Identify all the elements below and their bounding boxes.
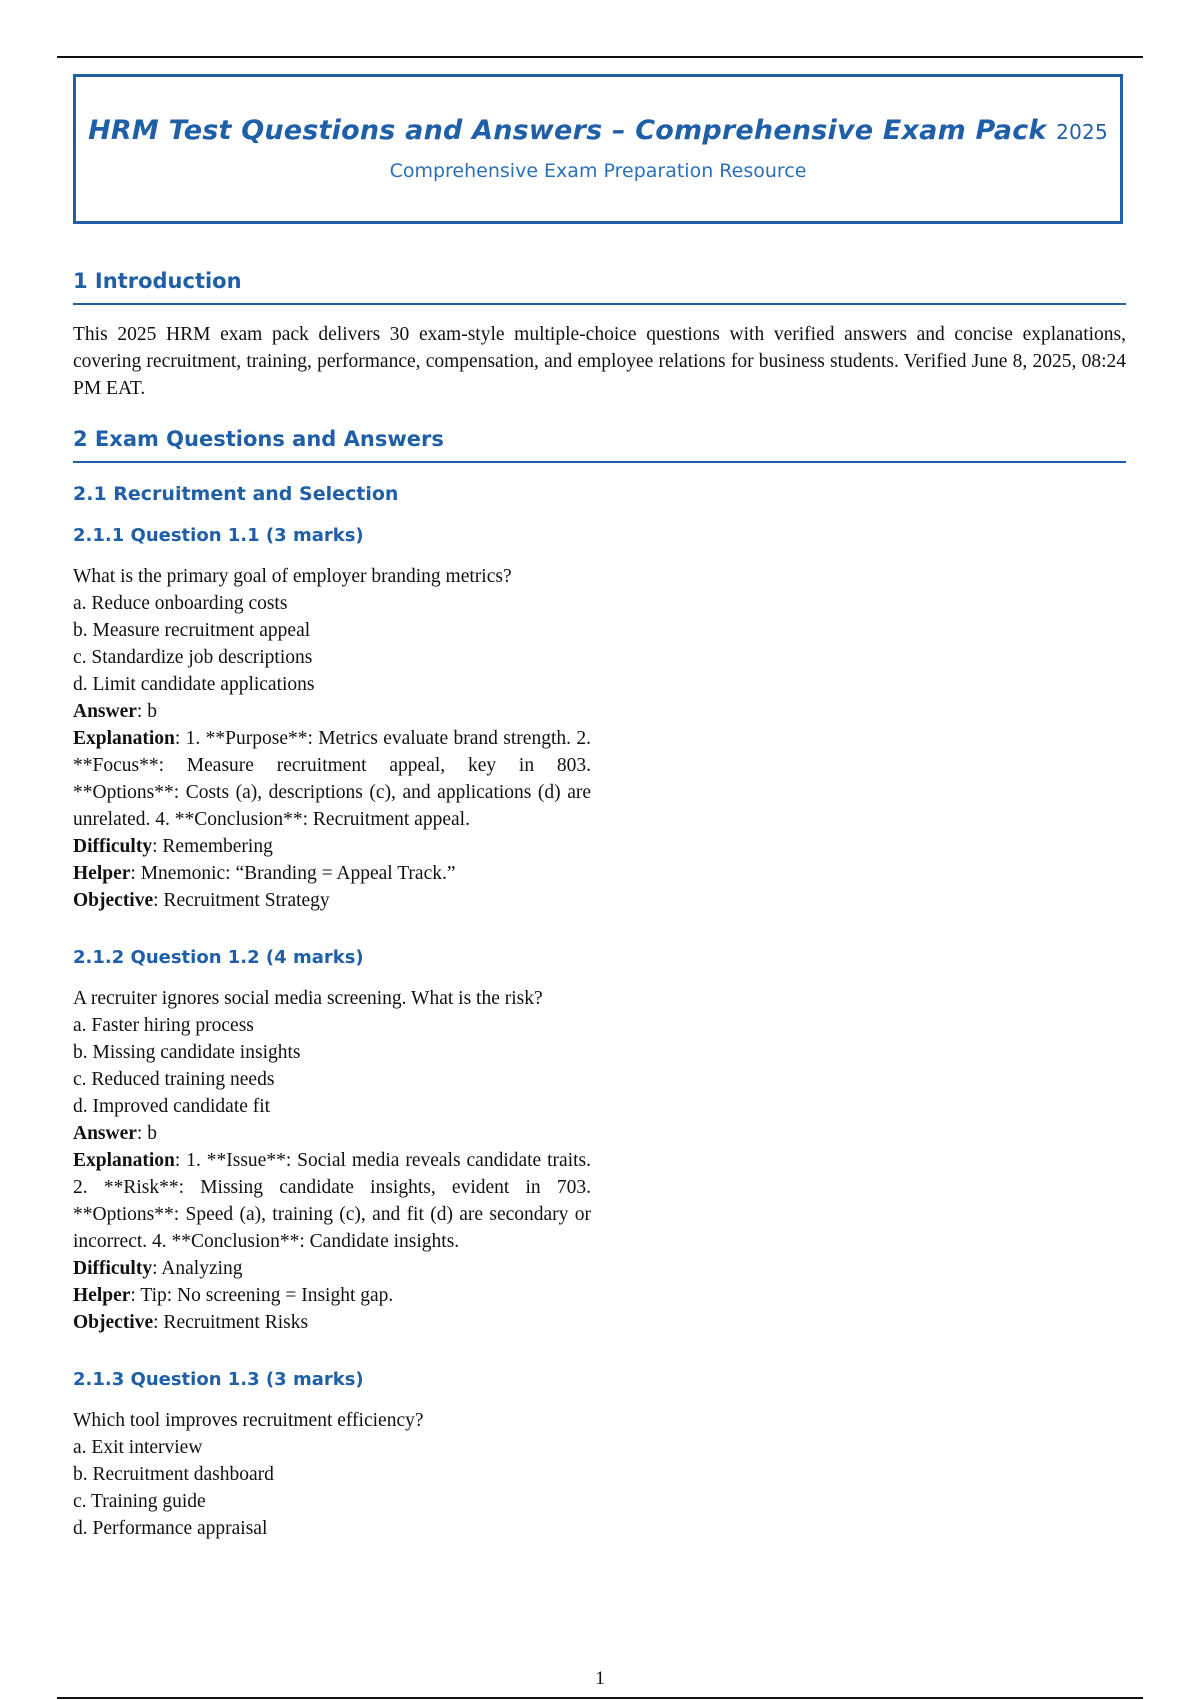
title-year: 2025 <box>1056 120 1108 144</box>
helper-value: : Mnemonic: “Branding = Appeal Track.” <box>130 863 456 884</box>
difficulty-label: Difficulty <box>73 1258 153 1279</box>
top-rule <box>57 56 1143 58</box>
answer-line <box>73 1120 591 1147</box>
option-d: d. Improved candidate fit <box>73 1096 271 1117</box>
question-block-1-3 <box>73 1407 591 1542</box>
explanation-line <box>73 725 591 833</box>
question-block-1-2 <box>73 985 591 1336</box>
page-number: 1 <box>595 1668 605 1689</box>
difficulty-line <box>73 833 591 860</box>
explanation-line <box>73 1147 591 1255</box>
intro-paragraph: This 2025 HRM exam pack delivers 30 exam-style multiple-choice questions with verified answers and concise explanations, covering recruitment, training, performance, compensation, and employee relations for business students. Verified June 8, 2025, 08:24 PM EAT. <box>73 324 1126 399</box>
difficulty-label: Difficulty <box>73 836 153 857</box>
bottom-rule <box>57 1697 1143 1699</box>
document-content <box>73 268 1126 1572</box>
document-title <box>76 115 1120 146</box>
helper-value: : Tip: No screening = Insight gap. <box>130 1285 394 1306</box>
answer-label: Answer <box>73 1123 137 1144</box>
objective-line <box>73 887 591 914</box>
answer-label: Answer <box>73 701 137 722</box>
question-text: A recruiter ignores social media screening. What is the risk? <box>73 988 543 1009</box>
option-a: a. Exit interview <box>73 1437 203 1458</box>
title-text: HRM Test Questions and Answers – Comprehensive Exam Pack <box>88 115 1047 146</box>
explanation-label: Explanation <box>73 1150 175 1171</box>
option-a: a. Reduce onboarding costs <box>73 593 288 614</box>
helper-line <box>73 1282 591 1309</box>
helper-line <box>73 860 591 887</box>
question-text: What is the primary goal of employer branding metrics? <box>73 566 512 587</box>
answer-value: : b <box>136 1123 157 1144</box>
helper-label: Helper <box>73 863 131 884</box>
option-c: c. Reduced training needs <box>73 1069 275 1090</box>
title-box <box>73 74 1123 224</box>
section-heading-introduction: 1 Introduction <box>73 268 1126 305</box>
answer-line <box>73 698 591 725</box>
question-text: Which tool improves recruitment efficiency? <box>73 1410 424 1431</box>
document-subtitle: Comprehensive Exam Preparation Resource <box>389 160 807 182</box>
option-c: c. Standardize job descriptions <box>73 647 313 668</box>
subsection-heading-recruitment: 2.1 Recruitment and Selection <box>73 483 399 505</box>
objective-label: Objective <box>73 1312 154 1333</box>
option-d: d. Performance appraisal <box>73 1518 268 1539</box>
explanation-value: : 1. **Issue**: Social media reveals candidate traits. 2. **Risk**: Missing candidate insights, evident in 703. **Options**: Speed (a), training (c), and fit (d) are secondary or incorrect. 4. **Conclusion**: Candidate insights. <box>73 1150 591 1252</box>
option-b: b. Missing candidate insights <box>73 1042 301 1063</box>
question-block-1-1 <box>73 563 591 914</box>
option-d: d. Limit candidate applications <box>73 674 315 695</box>
question-heading-1-2: 2.1.2 Question 1.2 (4 marks) <box>73 947 364 968</box>
option-b: b. Measure recruitment appeal <box>73 620 311 641</box>
question-heading-1-3: 2.1.3 Question 1.3 (3 marks) <box>73 1369 364 1390</box>
objective-line <box>73 1309 591 1336</box>
objective-label: Objective <box>73 890 154 911</box>
option-b: b. Recruitment dashboard <box>73 1464 274 1485</box>
objective-value: : Recruitment Risks <box>153 1312 309 1333</box>
answer-value: : b <box>136 701 157 722</box>
section-heading-exam: 2 Exam Questions and Answers <box>73 426 1126 463</box>
helper-label: Helper <box>73 1285 131 1306</box>
objective-value: : Recruitment Strategy <box>153 890 330 911</box>
question-heading-1-1: 2.1.1 Question 1.1 (3 marks) <box>73 525 364 546</box>
difficulty-value: : Remembering <box>152 836 273 857</box>
explanation-value: : 1. **Purpose**: Metrics evaluate brand strength. 2. **Focus**: Measure recruitment appeal, key in 803. **Options**: Costs (a), descriptions (c), and applications (d) are unrelated. 4. **Conclusion**: Recruitment appeal. <box>73 728 591 830</box>
explanation-label: Explanation <box>73 728 175 749</box>
difficulty-value: : Analyzing <box>152 1258 243 1279</box>
option-c: c. Training guide <box>73 1491 206 1512</box>
option-a: a. Faster hiring process <box>73 1015 254 1036</box>
difficulty-line <box>73 1255 591 1282</box>
